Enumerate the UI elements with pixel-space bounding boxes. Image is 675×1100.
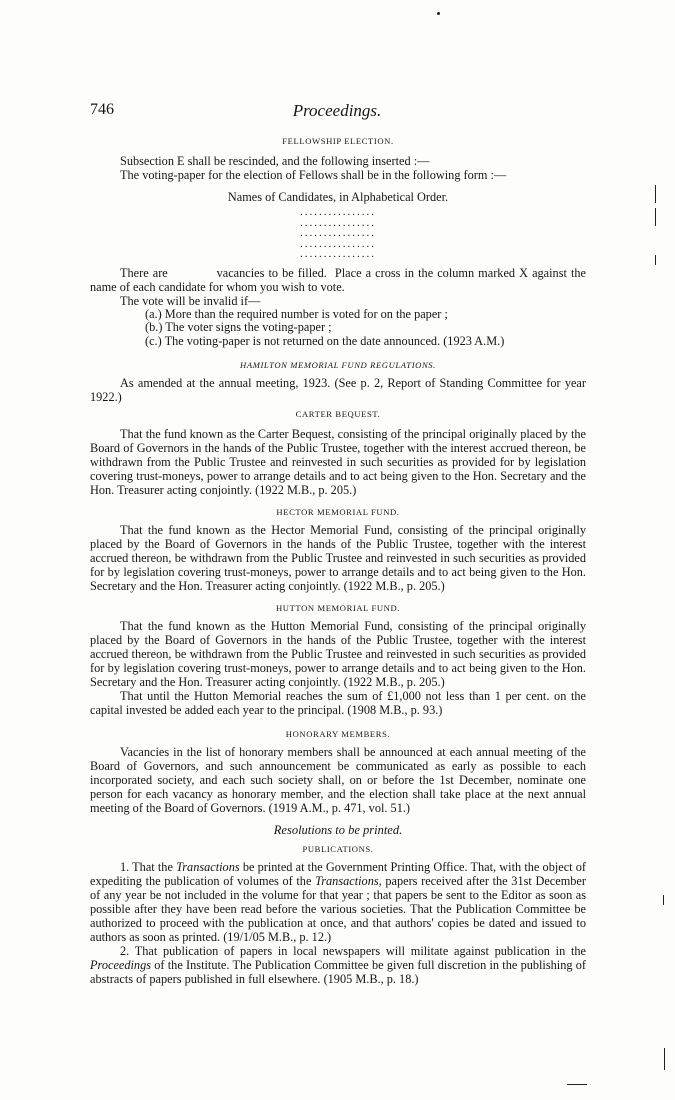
- carter-heading: CARTER BEQUEST.: [295, 409, 381, 419]
- carter-text: That the fund known as the Carter Bequest, consisting of the principal originally placed by the Board of Governors in the hands of the Public Trustee, together with the interest accrued thereon, be withdrawn from the Public Trustee and reinvested in such securities as provided for by legislation covering trust-moneys, power to arrange details and to act being given to the Hon. Secretary and the Hon. Treasurer acting conjointly. (1922 M.B., p. 205.): [90, 427, 586, 497]
- scan-margin-mark: [567, 1084, 587, 1085]
- ballot-row: ................: [300, 216, 376, 229]
- transactions-title: Transactions: [176, 860, 240, 874]
- candidates-heading: Names of Candidates, in Alphabetical Order.: [227, 190, 449, 204]
- item-1-text-c: papers received after the 31st December of any year be not included in the volume for that year ; that papers be sent to the Editor as soon as possible after they have been read before the various societies. That the Publication Committee be authorized to proceed with the publication at once, and that authors' copies be dated and issued to authors as soon as printed. (19/1/05 M.B., p. 12.): [90, 874, 586, 944]
- page-header: [90, 101, 584, 125]
- publications-heading: PUBLICATIONS.: [302, 844, 374, 854]
- scan-margin-mark: [655, 255, 656, 265]
- item-2-text-a: 2. That publication of papers in local newspapers will militate against publication in the: [120, 944, 586, 958]
- fellowship-heading: FELLOWSHIP ELECTION.: [282, 136, 394, 146]
- publication-item-1: [90, 860, 586, 944]
- condition-item: (b.) The voter signs the voting-paper ;: [145, 320, 332, 334]
- hector-heading: HECTOR MEMORIAL FUND.: [276, 507, 400, 517]
- vacancies-text: There are vacancies to be filled. Place a cross in the column marked X against the name of each candidate for whom you wish to vote.: [90, 265, 590, 294]
- scan-margin-mark: [664, 1048, 665, 1070]
- page-body: [90, 134, 590, 986]
- condition-item: (c.) The voting-paper is not returned on the date announced. (1923 A.M.): [145, 333, 505, 348]
- scan-speck: [437, 12, 440, 15]
- hutton-heading: HUTTON MEMORIAL FUND.: [275, 603, 401, 613]
- honorary-heading: HONORARY MEMBERS.: [285, 729, 391, 739]
- scan-margin-mark: [655, 185, 656, 203]
- ballot-row: ................: [300, 227, 376, 239]
- item-1-text-b: be printed at the Government Printing Office. That, with the object of expediting the publication of volumes of the: [90, 860, 587, 888]
- hector-text: That the fund known as the Hector Memorial Fund, consisting of the principal originally placed by the Board of Governors in the hands of the Public Trustee, together with the interest accrued thereon, be withdrawn from the Public Trustee and reinvested in such securities as provided for by legislation covering trust-moneys, power to arrange details and to act being given to the Hon. Secretary and the Hon. Treasurer acting conjointly. (1922 M.B., p. 205.): [90, 523, 586, 593]
- scan-margin-mark: [655, 208, 656, 226]
- ballot-row: ................: [300, 206, 376, 218]
- item-1-text-a: 1. That the: [120, 860, 177, 874]
- hamilton-heading: HAMILTON MEMORIAL FUND REGULATIONS.: [240, 360, 436, 370]
- ballot-rows: [90, 207, 586, 260]
- hamilton-amended: As amended at the annual meeting, 1923. (See p. 2, Report of Standing Committee for year 1922.): [90, 376, 586, 404]
- proceedings-title: Proceedings: [90, 958, 152, 972]
- ballot-row: ................: [300, 237, 376, 250]
- running-title: Proceedings.: [292, 101, 382, 120]
- scan-margin-mark: [663, 895, 664, 905]
- honorary-text: Vacancies in the list of honorary members shall be announced at each annual meeting of the Board of Governors, and such announcement be communicated as early as possible to each incorporated society, and each such society shall, on or before the 1st December, nominate one person for each vacancy as honorary member, and the election shall take place at the next annual meeting of the Board of Governors. (1919 A.M., p. 471, vol. 51.): [90, 745, 586, 815]
- ballot-row: ................: [300, 248, 376, 260]
- invalid-intro: The vote will be invalid if—: [120, 293, 261, 308]
- item-2-text-b: of the Institute. The Publication Committee be given full discretion in the publishing of abstracts of papers published in full elsewhere. (1905 M.B., p. 18.): [90, 958, 586, 986]
- fellowship-line-1: Subsection E shall be rescinded, and the following inserted :—: [120, 154, 430, 168]
- resolutions-heading: Resolutions to be printed.: [273, 823, 403, 837]
- hutton-text-2: That until the Hutton Memorial reaches the sum of £1,000 not less than 1 per cent. on the capital invested be added each year to the principal. (1908 M.B., p. 93.): [90, 689, 586, 717]
- fellowship-line-2: The voting-paper for the election of Fellows shall be in the following form :—: [120, 168, 507, 182]
- transactions-title: Transactions,: [315, 874, 382, 888]
- hutton-text-1: That the fund known as the Hutton Memorial Fund, consisting of the principal originally placed by the Board of Governors in the hands of the Public Trustee, together with the interest accrued thereon, be withdrawn from the Public Trustee and reinvested in such securities as provided for by legislation covering trust-moneys, power to arrange details and to act being given to the Hon. Secretary and the Hon. Treasurer acting conjointly. (1922 M.B., p. 205.): [90, 619, 586, 689]
- page-number: 746: [90, 101, 114, 118]
- invalid-conditions: [145, 308, 586, 349]
- publication-item-2: [90, 944, 586, 986]
- condition-item: (a.) More than the required number is voted for on the paper ;: [145, 306, 448, 321]
